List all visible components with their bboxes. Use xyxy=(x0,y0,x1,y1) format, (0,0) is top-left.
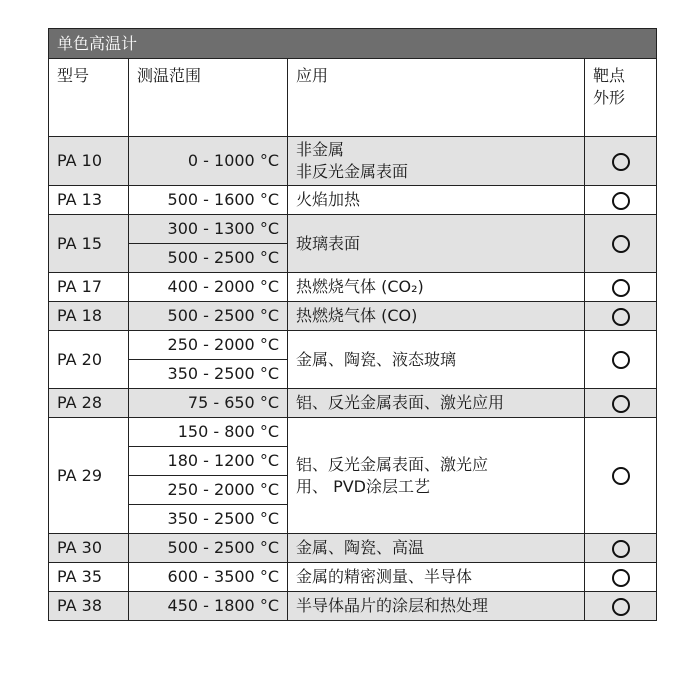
application-line: 玻璃表面 xyxy=(296,233,361,253)
target-shape-cell xyxy=(585,418,657,534)
target-shape-cell xyxy=(585,273,657,302)
pyrometer-spec-table xyxy=(48,28,657,621)
application-line: 金属、陶瓷、液态玻璃 xyxy=(296,349,457,369)
target-shape-cell xyxy=(585,563,657,592)
range-cell: 300 - 1300 °C xyxy=(129,215,288,244)
table-row xyxy=(49,331,657,360)
range-cell: 500 - 2500 °C xyxy=(129,302,288,331)
application-cell xyxy=(288,331,585,389)
circle-icon xyxy=(612,308,630,326)
circle-icon xyxy=(612,192,630,210)
table-title: 单色高温计 xyxy=(49,29,657,59)
target-shape-cell xyxy=(585,186,657,215)
table-row xyxy=(49,186,657,215)
range-cell: 350 - 2500 °C xyxy=(129,505,288,534)
table-row xyxy=(49,137,657,186)
circle-icon xyxy=(612,467,630,485)
circle-icon xyxy=(612,279,630,297)
application-line: 铝、反光金属表面、激光应用 xyxy=(296,393,505,412)
range-cell: 350 - 2500 °C xyxy=(129,360,288,389)
application-line: 金属、陶瓷、高温 xyxy=(296,538,425,557)
application-line: 用、 PVD涂层工艺 xyxy=(296,476,431,496)
application-cell xyxy=(288,273,585,302)
target-shape-cell xyxy=(585,592,657,621)
application-cell xyxy=(288,563,585,592)
table-row xyxy=(49,592,657,621)
range-cell: 0 - 1000 °C xyxy=(129,137,288,186)
target-shape-cell xyxy=(585,302,657,331)
model-cell: PA 10 xyxy=(49,137,129,186)
application-cell xyxy=(288,215,585,273)
application-cell xyxy=(288,592,585,621)
model-cell: PA 20 xyxy=(49,331,129,389)
header-model: 型号 xyxy=(49,59,129,137)
header-target-shape-line1: 靶点 xyxy=(593,66,626,85)
range-cell: 500 - 2500 °C xyxy=(129,244,288,273)
application-cell xyxy=(288,302,585,331)
range-cell: 500 - 2500 °C xyxy=(129,534,288,563)
table-row xyxy=(49,534,657,563)
circle-icon xyxy=(612,598,630,616)
circle-icon xyxy=(612,569,630,587)
table-header-row xyxy=(49,59,657,137)
range-cell: 75 - 650 °C xyxy=(129,389,288,418)
header-target-shape-line2: 外形 xyxy=(593,88,626,107)
model-cell: PA 38 xyxy=(49,592,129,621)
range-cell: 500 - 1600 °C xyxy=(129,186,288,215)
range-cell: 150 - 800 °C xyxy=(129,418,288,447)
application-cell xyxy=(288,186,585,215)
model-cell: PA 28 xyxy=(49,389,129,418)
table-row xyxy=(49,302,657,331)
application-line: 铝、反光金属表面、激光应 xyxy=(296,454,489,474)
application-line: 非反光金属表面 xyxy=(296,162,409,181)
circle-icon xyxy=(612,153,630,171)
header-application: 应用 xyxy=(288,59,585,137)
circle-icon xyxy=(612,351,630,369)
model-cell: PA 35 xyxy=(49,563,129,592)
table-row xyxy=(49,215,657,244)
range-cell: 450 - 1800 °C xyxy=(129,592,288,621)
header-target-shape xyxy=(585,59,657,137)
model-cell: PA 29 xyxy=(49,418,129,534)
target-shape-cell xyxy=(585,331,657,389)
model-cell: PA 18 xyxy=(49,302,129,331)
circle-icon xyxy=(612,235,630,253)
application-line: 半导体晶片的涂层和热处理 xyxy=(296,596,489,615)
target-shape-cell xyxy=(585,137,657,186)
application-line: 金属的精密测量、半导体 xyxy=(296,567,473,586)
range-cell: 250 - 2000 °C xyxy=(129,331,288,360)
table-row xyxy=(49,273,657,302)
header-range: 测温范围 xyxy=(129,59,288,137)
table-row xyxy=(49,563,657,592)
application-line: 火焰加热 xyxy=(296,190,361,209)
range-cell: 400 - 2000 °C xyxy=(129,273,288,302)
range-cell: 180 - 1200 °C xyxy=(129,447,288,476)
application-line: 非金属 xyxy=(296,140,345,159)
circle-icon xyxy=(612,540,630,558)
model-cell: PA 17 xyxy=(49,273,129,302)
table-row xyxy=(49,418,657,447)
application-cell xyxy=(288,389,585,418)
application-line: 热燃烧气体 (CO) xyxy=(296,306,418,325)
model-cell: PA 30 xyxy=(49,534,129,563)
table-row xyxy=(49,389,657,418)
range-cell: 600 - 3500 °C xyxy=(129,563,288,592)
application-line: 热燃烧气体 (CO₂) xyxy=(296,277,424,296)
application-cell xyxy=(288,534,585,563)
target-shape-cell xyxy=(585,215,657,273)
target-shape-cell xyxy=(585,534,657,563)
range-cell: 250 - 2000 °C xyxy=(129,476,288,505)
application-cell xyxy=(288,418,585,534)
model-cell: PA 15 xyxy=(49,215,129,273)
table-title-row xyxy=(49,29,657,59)
model-cell: PA 13 xyxy=(49,186,129,215)
circle-icon xyxy=(612,395,630,413)
application-cell xyxy=(288,137,585,186)
target-shape-cell xyxy=(585,389,657,418)
